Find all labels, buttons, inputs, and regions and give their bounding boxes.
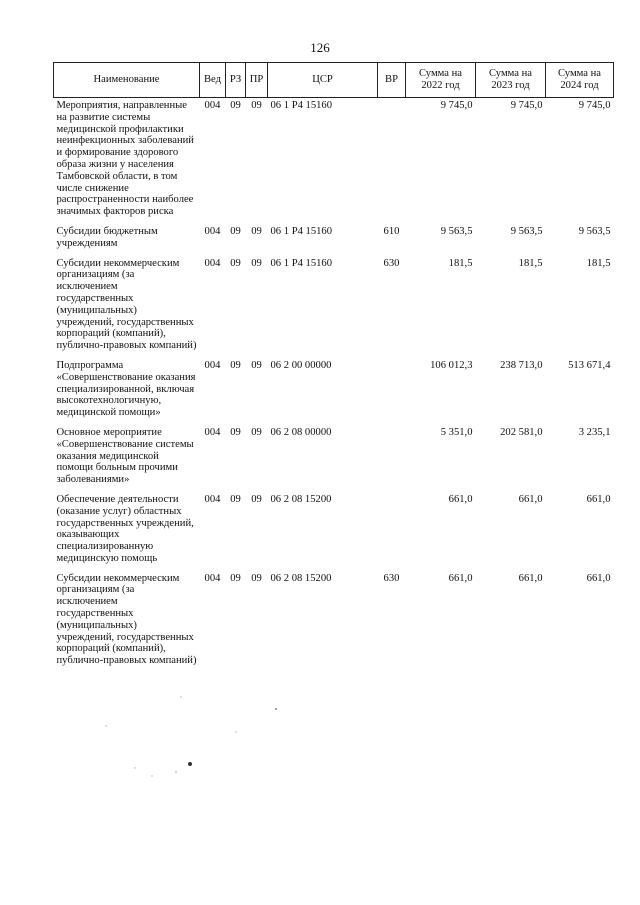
row-sum-2022: 181,5 (448, 257, 473, 269)
row-sum-2024: 661,0 (586, 572, 611, 584)
row-rz: 09 (230, 100, 241, 111)
row-csr: 06 1 P4 15160 (270, 100, 333, 111)
row-ved: 004 (204, 225, 221, 237)
row-rz: 09 (230, 572, 241, 584)
row-name: Подпрограмма «Совершенствование оказания специализированной, включая высокотехнологичную, медицинской помощи» (56, 359, 196, 419)
row-sum-2023: 202 581,0 (500, 426, 543, 438)
row-vr: 630 (383, 572, 400, 584)
row-pr: 09 (251, 493, 262, 505)
row-sum-2023: 9 745,0 (510, 100, 543, 111)
header-sum-2024: Сумма на 2024 год (546, 63, 614, 98)
row-name: Основное мероприятие «Совершенствование системы оказания медицинской помощи больным прочими заболеваниями» (56, 426, 194, 486)
scan-speck (275, 708, 277, 710)
header-name: Наименование (54, 63, 200, 98)
row-csr: 06 1 P4 15160 (270, 225, 333, 237)
row-sum-2024: 9 745,0 (578, 100, 611, 111)
row-pr: 09 (251, 572, 262, 584)
scan-speck (175, 771, 177, 773)
row-name: Обеспечение деятельности (оказание услуг) областных государственных учреждений, оказывающих специализированную медицинскую помощь (56, 493, 194, 564)
row-name: Субсидии некоммерческим организациям (за исключением государственных (муниципальных) учреждений, государственных корпораций (компаний), публично-правовых компаний) (56, 572, 197, 667)
row-ved: 004 (204, 257, 221, 269)
row-csr: 06 2 00 00000 (270, 359, 332, 371)
row-sum-2022: 9 563,5 (440, 225, 473, 237)
row-sum-2022: 9 745,0 (440, 100, 473, 111)
header-rz: РЗ (226, 63, 246, 98)
header-vr: ВР (378, 63, 406, 98)
scan-speck (151, 775, 152, 776)
row-sum-2024: 3 235,1 (578, 426, 611, 438)
row-csr: 06 2 08 00000 (270, 426, 332, 438)
header-ved: Вед (200, 63, 226, 98)
header-csr: ЦСР (268, 63, 378, 98)
header-sum-2022: Сумма на 2022 год (406, 63, 476, 98)
page-number: 126 (310, 40, 330, 55)
scan-speck (235, 731, 236, 732)
row-pr: 09 (251, 426, 262, 438)
header-pr: ПР (246, 63, 268, 98)
row-ved: 004 (204, 572, 221, 584)
scan-speck (134, 767, 135, 768)
row-rz: 09 (230, 493, 241, 505)
row-sum-2022: 106 012,3 (430, 359, 473, 371)
row-sum-2022: 5 351,0 (440, 426, 473, 438)
row-pr: 09 (251, 225, 262, 237)
scan-speck (188, 762, 192, 766)
row-pr: 09 (251, 100, 262, 111)
row-rz: 09 (230, 257, 241, 269)
row-vr: 630 (383, 257, 400, 269)
row-csr: 06 2 08 15200 (270, 493, 332, 505)
row-sum-2024: 181,5 (586, 257, 611, 269)
row-name: Субсидии бюджетным учреждениям (56, 225, 158, 249)
scan-speck (180, 696, 181, 697)
row-rz: 09 (230, 426, 241, 438)
row-name: Субсидии некоммерческим организациям (за исключением государственных (муниципальных) учреждений, государственных корпораций (компаний), публично-правовых компаний) (56, 257, 197, 352)
row-pr: 09 (251, 359, 262, 371)
row-name: Мероприятия, направленные на развитие системы медицинской профилактики неинфекционных заболеваний и формирование здорового образа жизни у населения Тамбовской области, в том числе снижение распространенности наиболее значимых факторов риска (56, 100, 194, 218)
row-sum-2024: 9 563,5 (578, 225, 611, 237)
row-csr: 06 2 08 15200 (270, 572, 332, 584)
row-sum-2024: 661,0 (586, 493, 611, 505)
row-pr: 09 (251, 257, 262, 269)
row-rz: 09 (230, 359, 241, 371)
row-ved: 004 (204, 359, 221, 371)
row-sum-2023: 661,0 (518, 572, 543, 584)
row-sum-2023: 181,5 (518, 257, 543, 269)
row-sum-2022: 661,0 (448, 572, 473, 584)
row-sum-2023: 9 563,5 (510, 225, 543, 237)
row-rz: 09 (230, 225, 241, 237)
row-sum-2024: 513 671,4 (568, 359, 611, 371)
row-csr: 06 1 P4 15160 (270, 257, 333, 269)
row-vr: 610 (383, 225, 400, 237)
header-sum-2023: Сумма на 2023 год (476, 63, 546, 98)
row-ved: 004 (204, 100, 221, 111)
row-ved: 004 (204, 426, 221, 438)
scan-speck (105, 725, 106, 726)
row-sum-2022: 661,0 (448, 493, 473, 505)
row-ved: 004 (204, 493, 221, 505)
row-sum-2023: 661,0 (518, 493, 543, 505)
row-sum-2023: 238 713,0 (500, 359, 543, 371)
